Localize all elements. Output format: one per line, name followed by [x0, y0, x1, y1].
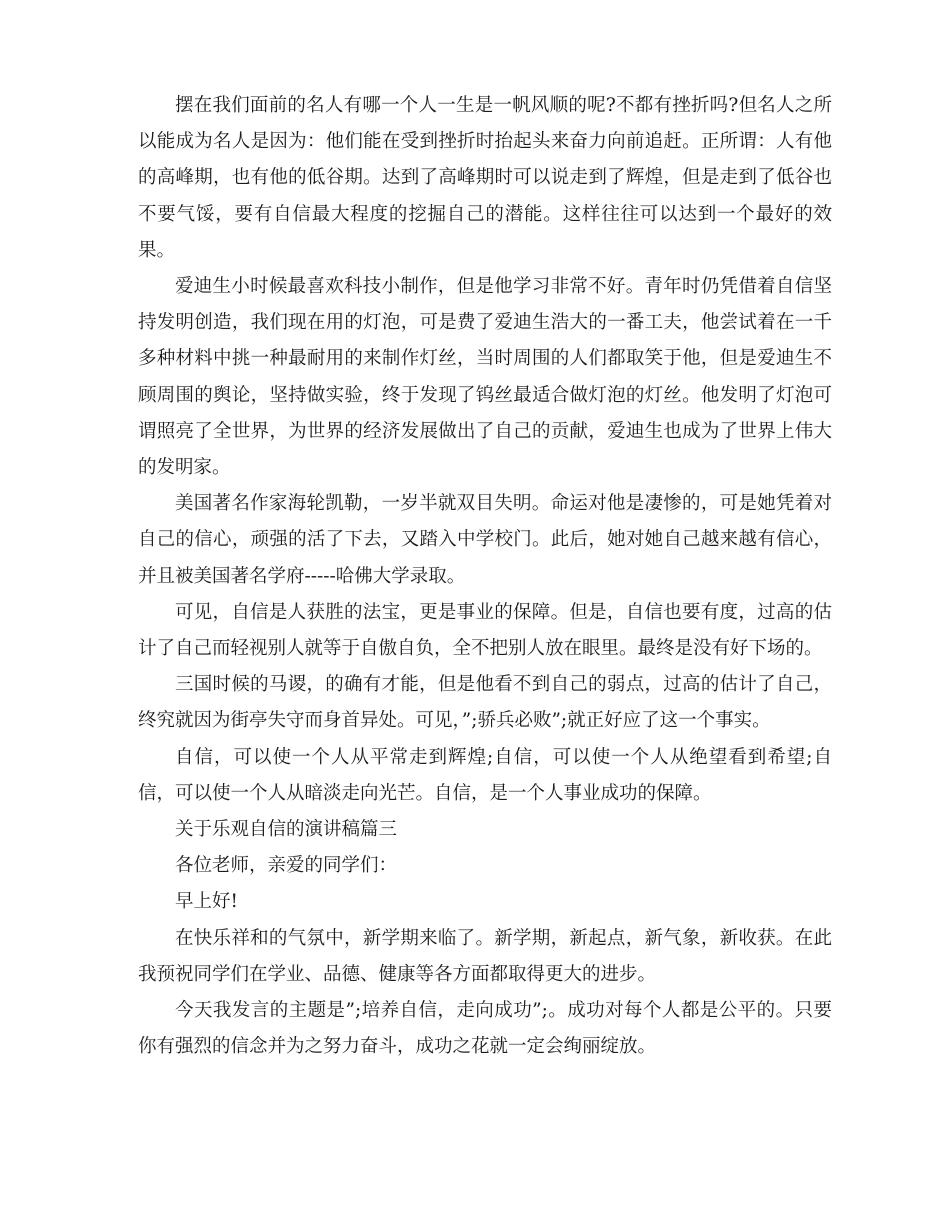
paragraph-edison: 爱迪生小时候最喜欢科技小制作，但是他学习非常不好。青年时仍凭借着自信坚持发明创造，我们现在用的灯泡，可是费了爱迪生浩大的一番工夫，他尝试着在一千多种材料中挑一种最耐用的来制作灯丝，当时周围的人们都取笑于他，但是爱迪生不顾周围的舆论，坚持做实验，终于发现了钨丝最适合做灯泡的灯丝。他发明了灯泡可谓照亮了全世界，为世界的经济发展做出了自己的贡献，爱迪生也成为了世界上伟大的发明家。 [138, 276, 832, 479]
paragraph-new-semester: 在快乐祥和的气氛中，新学期来临了。新学期，新起点，新气象，新收获。在此我预祝同学们在学业、品德、健康等各方面都取得更大的进步。 [138, 927, 832, 985]
greeting: 早上好! [175, 891, 238, 913]
section-heading: 关于乐观自信的演讲稿篇三 [175, 819, 398, 841]
paragraph-famous-people: 摆在我们面前的名人有哪一个人一生是一帆风顺的呢?不都有挫折吗?但名人之所以能成为名人是因为：他们能在受到挫折时抬起头来奋力向前追赶。正所谓：人有他的高峰期，也有他的低谷期。达到了高峰期时可以说走到了辉煌，但是走到了低谷也不要气馁，要有自信最大程度的挖掘自己的潜能。这样往往可以达到一个最好的效果。 [138, 95, 832, 261]
paragraph-speech-theme: 今天我发言的主题是”;培养自信，走向成功”;。成功对每个人都是公平的。只要你有强烈的信念并为之努力奋斗，成功之花就一定会绚丽绽放。 [138, 1000, 832, 1058]
paragraph-confidence-degree: 可见，自信是人获胜的法宝，更是事业的保障。但是，自信也要有度，过高的估计了自己而轻视别人就等于自傲自负，全不把别人放在眼里。最终是没有好下场的。 [138, 601, 832, 660]
salutation: 各位老师，亲爱的同学们： [175, 855, 398, 877]
paragraph-ma-su: 三国时候的马谡，的确有才能，但是他看不到自己的弱点，过高的估计了自己，终究就因为街亭失守而身首异处。可见，”;骄兵必败”;就正好应了这一个事实。 [138, 674, 832, 732]
paragraph-helen-keller: 美国著名作家海轮凯勒，一岁半就双目失明。命运对他是凄惨的，可是她凭着对自己的信心，顽强的活了下去，又踏入中学校门。此后，她对她自己越来越有信心，并且被美国著名学府-----哈佛大学录取。 [138, 493, 832, 587]
paragraph-confidence-summary: 自信，可以使一个人从平常走到辉煌;自信，可以使一个人从绝望看到希望;自信，可以使一个人从暗淡走向光芒。自信，是一个人事业成功的保障。 [138, 746, 832, 804]
